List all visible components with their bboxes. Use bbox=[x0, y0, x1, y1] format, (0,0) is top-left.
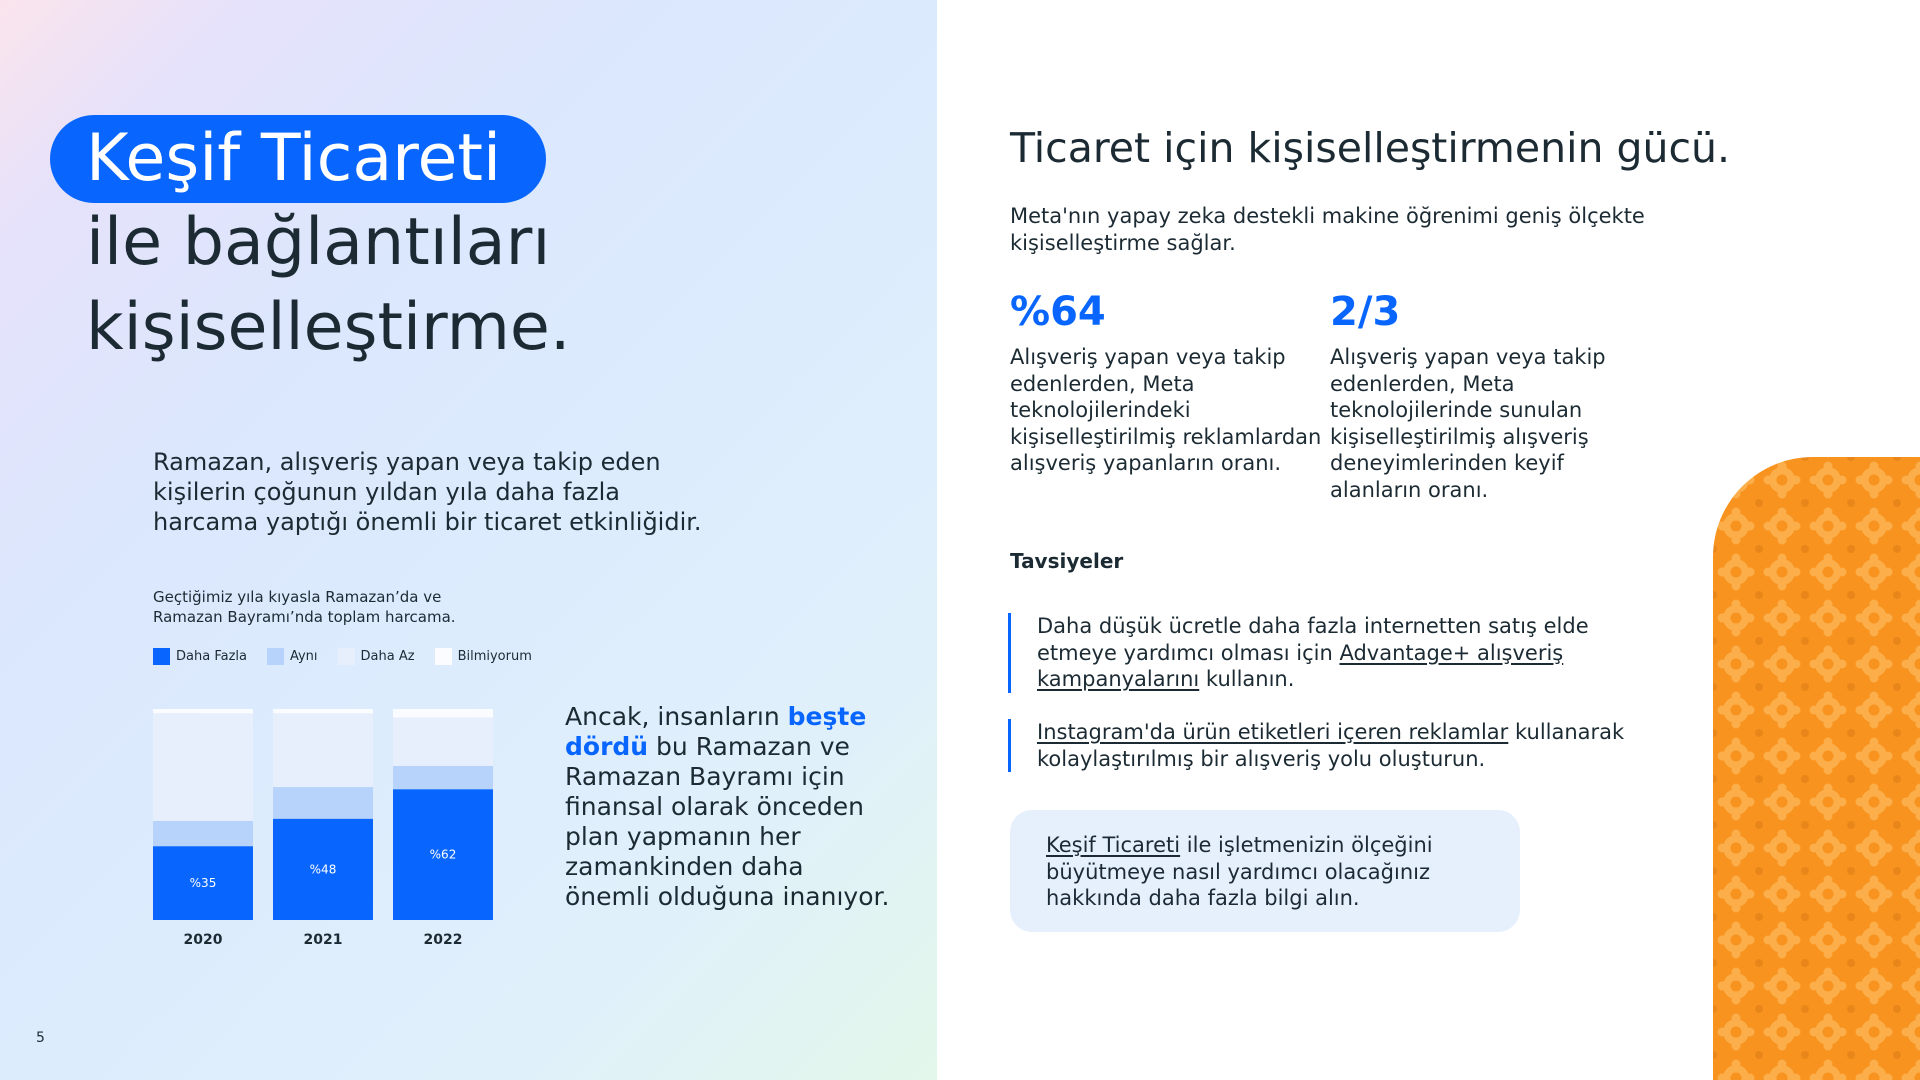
legend-label: Daha Az bbox=[360, 649, 415, 664]
discovery-commerce-link[interactable]: Keşif Ticareti bbox=[1046, 833, 1181, 857]
page-number: 5 bbox=[36, 1030, 45, 1046]
instagram-product-tags-link[interactable]: Instagram'da ürün etiketleri içeren reklamlar bbox=[1037, 720, 1509, 744]
legend-label: Daha Fazla bbox=[176, 649, 247, 664]
x-tick-label-2020: 2020 bbox=[183, 932, 223, 948]
legend-item-daha-az bbox=[338, 648, 415, 665]
recommendation-2 bbox=[1008, 719, 1637, 772]
rec-text: kullanarak kolaylaştırılmış bir alışveriş yolu oluşturun. bbox=[1037, 720, 1625, 771]
rec-text: Daha düşük ücretle daha fazla internetten satış elde etmeye yardımcı olması için bbox=[1037, 614, 1589, 665]
section-subtitle: Meta'nın yapay zeka destekli makine öğrenimi geniş ölçekte kişiselleştirme sağlar. bbox=[1010, 204, 1645, 255]
stacked-bar-chart bbox=[140, 700, 540, 960]
legend-swatch bbox=[435, 648, 452, 665]
section-title: Ticaret için kişiselleştirmenin gücü. bbox=[1010, 124, 1731, 172]
bar-segment-2020-2 bbox=[153, 821, 253, 846]
bar-segment-2020-4 bbox=[153, 709, 253, 713]
stat-value: %64 bbox=[1010, 289, 1106, 335]
bar-value-label-2021: %48 bbox=[309, 862, 337, 877]
bar-segment-2022-2 bbox=[393, 766, 493, 789]
stat-two-thirds bbox=[1330, 290, 1650, 503]
chart-legend bbox=[153, 648, 532, 665]
stat-description: Alışveriş yapan veya takip edenlerden, Meta teknolojilerinde sunulan kişiselleştirilmiş alışveriş deneyimlerinden keyif alanların oranı. bbox=[1330, 345, 1606, 502]
legend-item-ayni bbox=[267, 648, 318, 665]
quote-before: Ancak, insanların bbox=[565, 702, 788, 731]
legend-item-daha-fazla bbox=[153, 648, 247, 665]
chart-title: Geçtiğimiz yıla kıyasla Ramazan’da ve Ramazan Bayramı’nda toplam harcama. bbox=[153, 588, 456, 626]
headline-line-2: ile bağlantıları bbox=[86, 205, 551, 280]
quote-text bbox=[565, 702, 895, 912]
bar-value-label-2022: %62 bbox=[429, 847, 457, 862]
advantage-shopping-link[interactable]: Advantage+ alışveriş kampanyalarını bbox=[1037, 640, 1564, 691]
headline-pill: Keşif Ticareti bbox=[50, 115, 546, 203]
rec-text: kullanın. bbox=[1199, 667, 1295, 691]
legend-swatch bbox=[267, 648, 284, 665]
stat-64-percent bbox=[1010, 290, 1330, 477]
recommendation-1 bbox=[1008, 613, 1637, 693]
recommendations-heading: Tavsiyeler bbox=[1010, 549, 1124, 573]
legend-item-bilmiyorum bbox=[435, 648, 532, 665]
legend-label: Aynı bbox=[289, 649, 318, 664]
headline-line-3: kişiselleştirme. bbox=[86, 290, 571, 365]
stat-description: Alışveriş yapan veya takip edenlerden, Meta teknolojilerindeki kişiselleştirilmiş reklamlardan alışveriş yapanların oranı. bbox=[1010, 345, 1322, 475]
bar-segment-2021-2 bbox=[273, 787, 373, 819]
legend-label: Bilmiyorum bbox=[457, 649, 532, 664]
bar-segment-2022-4 bbox=[393, 709, 493, 717]
intro-text: Ramazan, alışveriş yapan veya takip eden kişilerin çoğunun yıldan yıla daha fazla harcama yaptığı önemli bir ticaret etkinliğidir. bbox=[153, 448, 702, 536]
quote-after: bu Ramazan ve Ramazan Bayramı için finansal olarak önceden plan yapmanın her zamankinden daha önemli olduğuna inanıyor. bbox=[565, 732, 890, 911]
stat-value: 2/3 bbox=[1330, 289, 1401, 335]
bar-segment-2021-4 bbox=[273, 709, 373, 713]
bar-value-label-2020: %35 bbox=[189, 876, 217, 891]
bar-segment-2020-3 bbox=[153, 713, 253, 821]
legend-swatch bbox=[153, 648, 170, 665]
legend-swatch bbox=[338, 648, 355, 665]
quote-highlight: beşte dördü bbox=[565, 702, 867, 761]
bar-segment-2021-3 bbox=[273, 713, 373, 787]
x-tick-label-2021: 2021 bbox=[303, 932, 343, 948]
pattern-svg bbox=[1713, 457, 1920, 1080]
x-tick-label-2022: 2022 bbox=[423, 932, 463, 948]
orange-pattern-decoration bbox=[1713, 457, 1920, 1080]
bar-segment-2022-3 bbox=[393, 717, 493, 766]
cta-box bbox=[1010, 810, 1520, 932]
cta-text: ile işletmenizin ölçeğini büyütmeye nasıl yardımcı olacağınız hakkında daha fazla bilgi alın. bbox=[1046, 833, 1433, 910]
